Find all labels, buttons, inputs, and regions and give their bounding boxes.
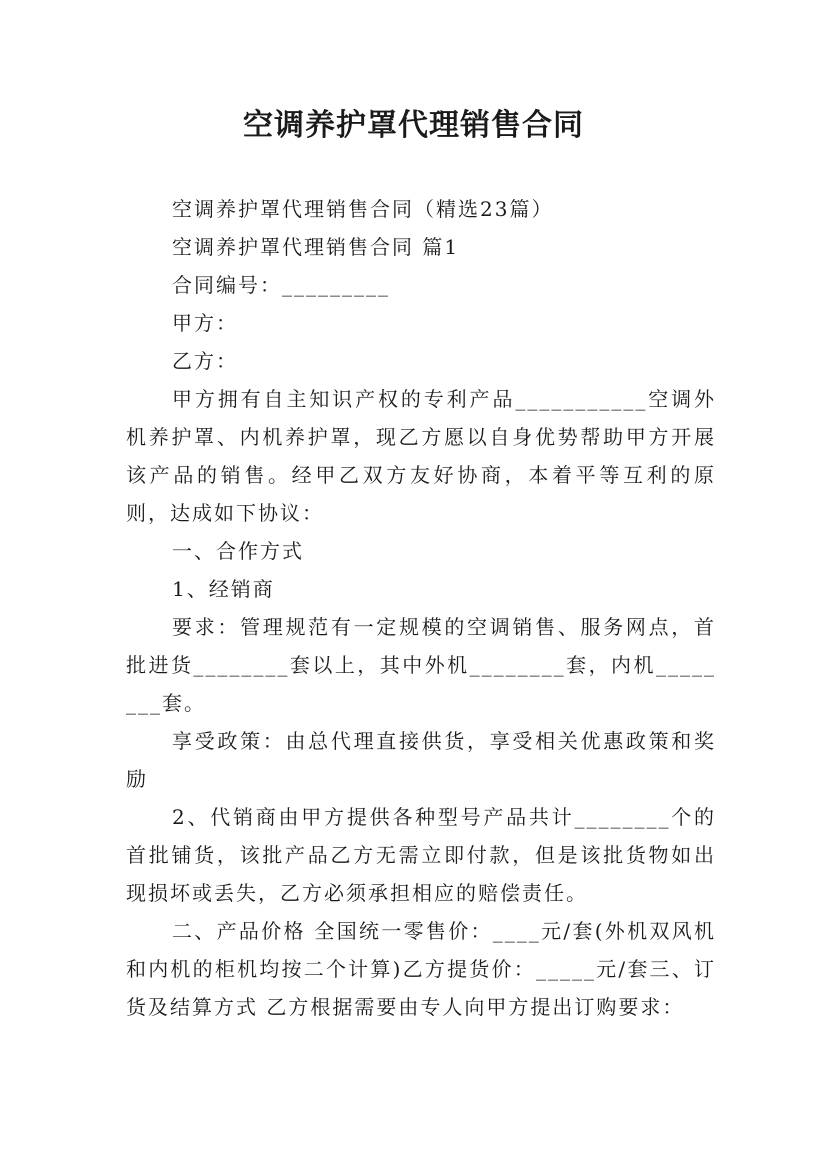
paragraph-cooperation-heading: 一、合作方式 bbox=[172, 539, 304, 563]
paragraph-consignment: 2、代销商由甲方提供各种型号产品共计________个的首批铺货，该批产品乙方无需立即付款，但是该批货物如出现损坏或丢失，乙方必须承担相应的赔偿责任。 bbox=[126, 805, 716, 905]
paragraph-contract-number: 合同编号：_________ bbox=[172, 273, 390, 297]
paragraph-pricing: 二、产品价格 全国统一零售价：____元/套(外机双风机和内机的柜机均按二个计算)乙方提货价：_____元/套三、订货及结算方式 乙方根据需要由专人向甲方提出订购要求： bbox=[126, 919, 716, 1019]
paragraph-subtitle: 空调养护罩代理销售合同（精选23篇） bbox=[172, 197, 554, 221]
document-body bbox=[126, 190, 716, 1026]
paragraph-policy: 享受政策：由总代理直接供货，享受相关优惠政策和奖励 bbox=[126, 729, 716, 791]
paragraph-section-heading: 空调养护罩代理销售合同 篇1 bbox=[172, 235, 460, 259]
paragraph-requirements: 要求：管理规范有一定规模的空调销售、服务网点，首批进货________套以上，其中外机________套，内机________套。 bbox=[126, 615, 716, 715]
document-title: 空调养护罩代理销售合同 bbox=[243, 108, 584, 143]
paragraph-distributor: 1、经销商 bbox=[172, 577, 275, 601]
paragraph-party-a: 甲方： bbox=[172, 311, 238, 335]
paragraph-party-b: 乙方： bbox=[172, 349, 238, 373]
paragraph-preamble: 甲方拥有自主知识产权的专利产品___________空调外机养护罩、内机养护罩，现乙方愿以自身优势帮助甲方开展该产品的销售。经甲乙双方友好协商，本着平等互利的原则，达成如下协议： bbox=[126, 387, 716, 525]
